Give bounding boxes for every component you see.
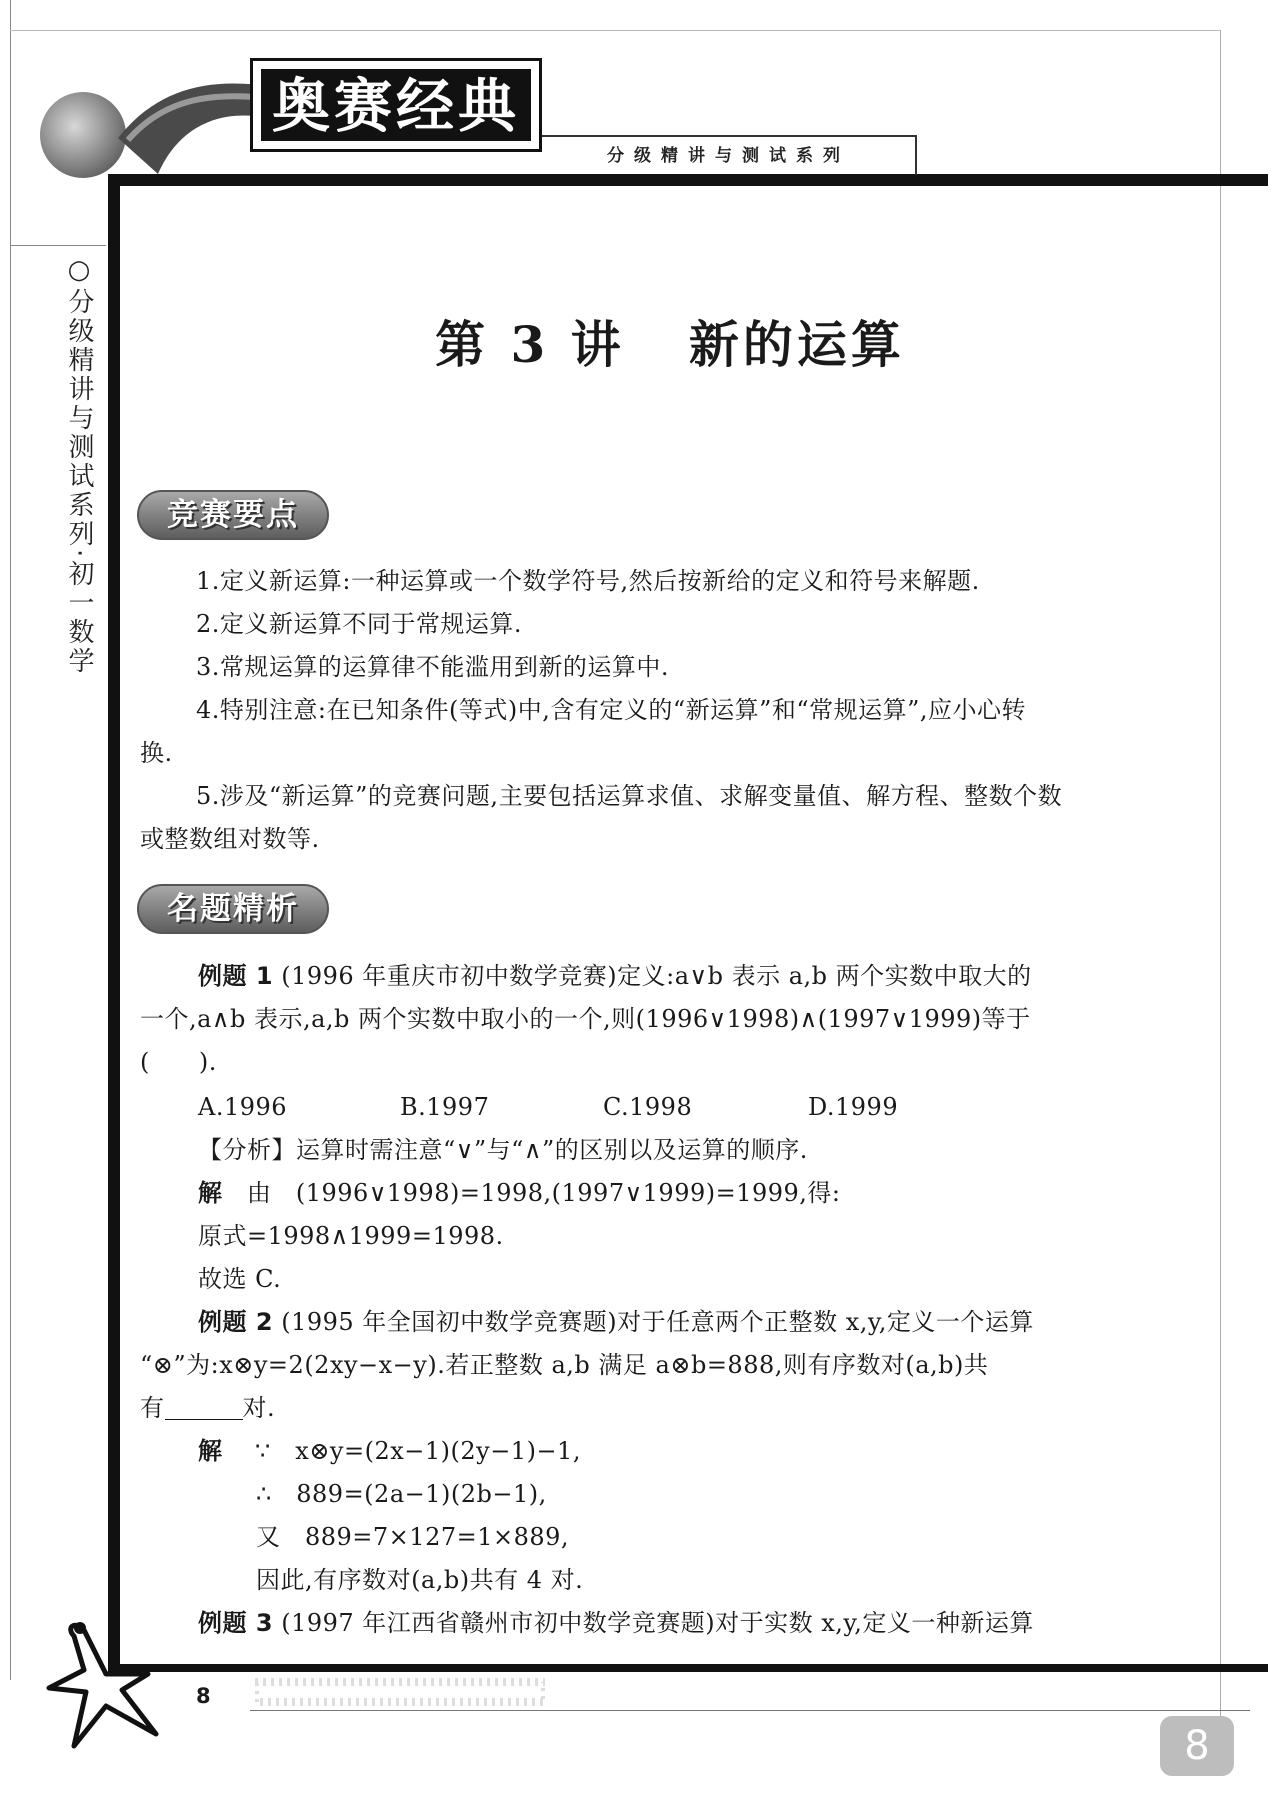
example-2-solution-text-1: ∵ x⊗y=(2x−1)(2y−1)−1,	[255, 1437, 581, 1465]
spine-divider	[10, 245, 106, 246]
option-d: D.1999	[808, 1093, 899, 1121]
example-3-text-1: (1997 年江西省赣州市初中数学竞赛题)对于实数 x,y,定义一种新运算	[281, 1609, 1034, 1637]
scan-noise-decoration	[255, 1678, 545, 1708]
footer-rule	[250, 1710, 1250, 1711]
example-1-line-1	[198, 955, 1032, 998]
outer-top-border	[10, 30, 1220, 31]
swoosh-decoration-icon	[118, 78, 268, 174]
page-badge: 8	[1160, 1716, 1234, 1776]
example-2-solution-4: 因此,有序数对(a,b)共有 4 对.	[256, 1566, 584, 1594]
option-c: C.1998	[603, 1093, 693, 1121]
example-2-solution-1	[198, 1430, 581, 1473]
example-1-solution-3: 故选 C.	[198, 1265, 282, 1293]
example-2-text-3-pre: 有	[140, 1394, 165, 1422]
example-2-line-1	[198, 1301, 1034, 1344]
example-1-solution-1	[198, 1172, 841, 1215]
page-number: 8	[196, 1684, 211, 1708]
bottom-thick-rule	[108, 1664, 1268, 1672]
logo-text: 奥赛经典	[261, 69, 531, 141]
example-2-label: 例题 2	[198, 1308, 274, 1336]
point-item-2: 2.定义新运算不同于常规运算.	[196, 610, 523, 638]
example-2-text-3-post: 对.	[242, 1394, 276, 1422]
outer-left-border	[10, 0, 11, 1680]
left-thick-rule	[108, 174, 120, 1672]
point-item-4-cont: 换.	[140, 739, 173, 767]
chapter-title: 第 3 讲 新的运算	[435, 315, 905, 374]
top-thick-rule	[108, 174, 1268, 186]
example-2-line-3	[140, 1387, 275, 1430]
example-2-solution-3: 又 889=7×127=1×889,	[256, 1523, 570, 1551]
series-label: 分级精讲与测试系列	[542, 135, 917, 175]
example-3-line-1	[198, 1602, 1034, 1645]
point-item-5-cont: 或整数组对数等.	[140, 825, 320, 853]
point-item-5: 5.涉及“新运算”的竞赛问题,主要包括运算求值、求解变量值、解方程、整数个数	[196, 782, 1063, 810]
point-item-3: 3.常规运算的运算律不能滥用到新的运算中.	[196, 653, 670, 681]
example-1-line-3: ( ).	[140, 1048, 217, 1076]
solution-label-2: 解	[198, 1437, 223, 1465]
section-badge-points: 竞赛要点	[137, 490, 329, 540]
option-b: B.1997	[400, 1093, 490, 1121]
example-1-analysis: 【分析】运算时需注意“∨”与“∧”的区别以及运算的顺序.	[198, 1136, 808, 1164]
example-2-text-1: (1995 年全国初中数学竞赛题)对于任意两个正整数 x,y,定义一个运算	[281, 1308, 1034, 1336]
section-badge-examples: 名题精析	[137, 884, 329, 934]
point-item-1: 1.定义新运算:一种运算或一个数学符号,然后按新给的定义和符号来解题.	[196, 567, 980, 595]
star-decoration-icon	[44, 1610, 164, 1750]
option-a: A.1996	[198, 1093, 288, 1121]
example-1-label: 例题 1	[198, 962, 274, 990]
solution-label: 解	[198, 1179, 223, 1207]
example-1-line-2: 一个,a∧b 表示,a,b 两个实数中取小的一个,则(1996∨1998)∧(1997∨1999)等于	[140, 1005, 1031, 1033]
spine-text: ○分级精讲与测试系列·初一数学	[64, 255, 94, 677]
example-1-text-1: (1996 年重庆市初中数学竞赛)定义:a∨b 表示 a,b 两个实数中取大的	[281, 962, 1032, 990]
laurel-emblem-icon	[40, 92, 126, 178]
point-item-4: 4.特别注意:在已知条件(等式)中,含有定义的“新运算”和“常规运算”,应小心转	[196, 696, 1027, 724]
example-1-solution-text: 由 (1996∨1998)=1998,(1997∨1999)=1999,得:	[246, 1179, 841, 1207]
answer-blank	[165, 1391, 243, 1420]
example-2-line-2: “⊗”为:x⊗y=2(2xy−x−y).若正整数 a,b 满足 a⊗b=888,则有序数对(a,b)共	[140, 1351, 989, 1379]
example-3-label: 例题 3	[198, 1609, 274, 1637]
series-logo	[250, 58, 542, 152]
example-2-solution-2: ∴ 889=(2a−1)(2b−1),	[256, 1480, 547, 1508]
outer-right-border	[1220, 30, 1221, 1730]
example-1-solution-2: 原式=1998∧1999=1998.	[198, 1222, 504, 1250]
